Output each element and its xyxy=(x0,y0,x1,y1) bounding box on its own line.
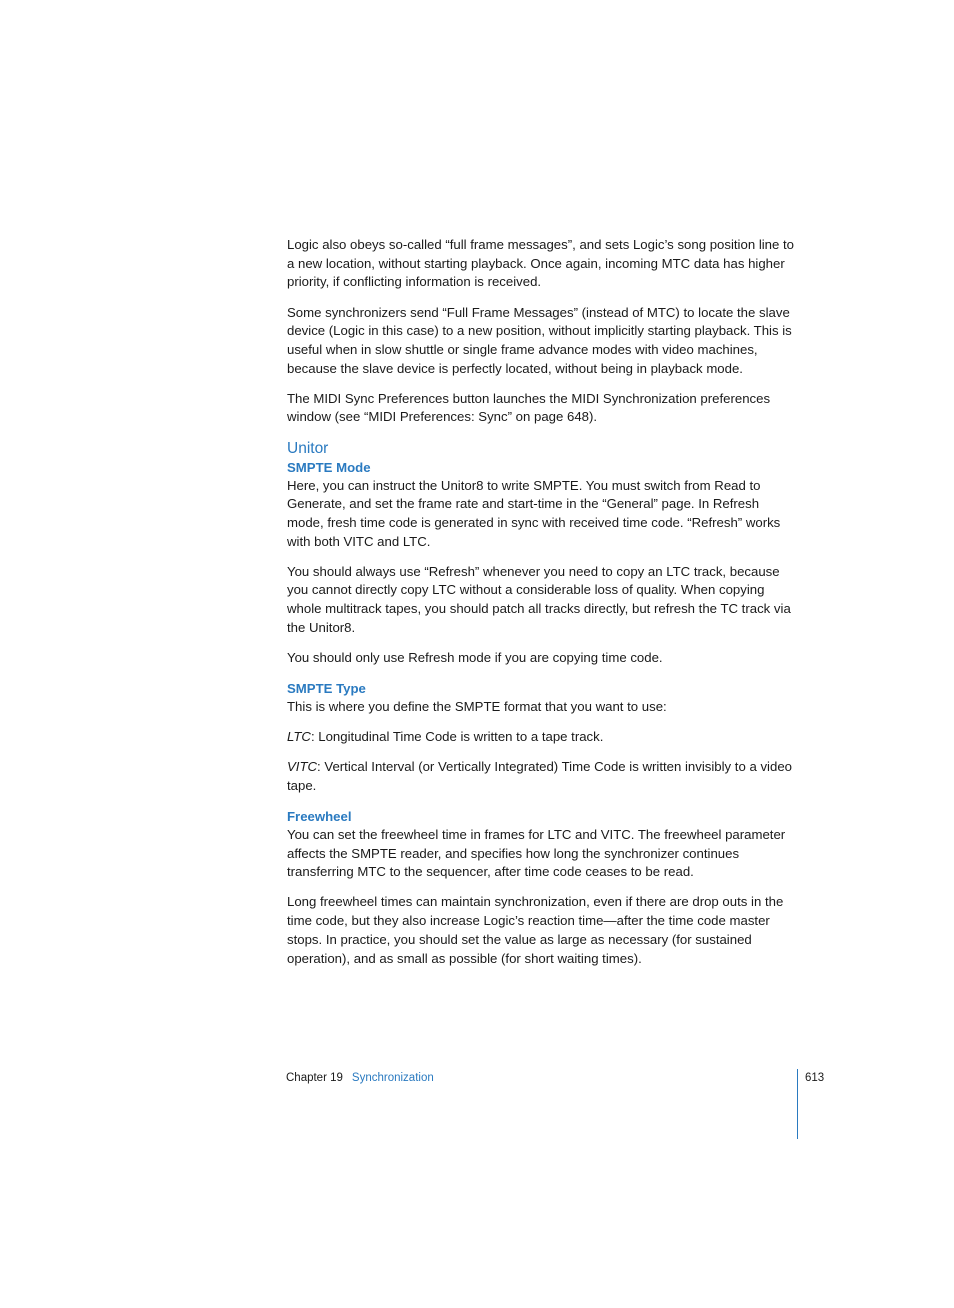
term-vitc: VITC xyxy=(287,759,318,775)
paragraph-synchronizers-locate: Some synchronizers send “Full Frame Messages” (instead of MTC) to locate the slave device (Logic in this case) to a new position, without implicitly starting playback. This is useful when in slow shuttle or single frame advance modes with video machines, because the slave device is perfectly located, without being in playback mode. xyxy=(287,304,792,376)
footer-divider-rule xyxy=(797,1069,798,1139)
footer-chapter-name: Synchronization xyxy=(351,1072,434,1084)
definition-vitc-text: : Vertical Interval (or Vertically Integrated) Time Code is written invisibly to a video tape. xyxy=(287,759,792,793)
paragraph-smpte-type-intro: This is where you define the SMPTE format that you want to use: xyxy=(287,699,667,714)
page-footer xyxy=(286,1070,434,1086)
definition-ltc-text: : Longitudinal Time Code is written to a tape track. xyxy=(310,729,604,745)
paragraph-smpte-mode-2: You should always use “Refresh” whenever you need to copy an LTC track, because you cannot directly copy LTC without a considerable loss of quality. When copying whole multitrack tapes, you should patch all tracks directly, but refresh the TC track via the Unitor8. xyxy=(287,563,791,635)
term-ltc: LTC xyxy=(287,729,311,745)
footer-chapter-label: Chapter 19 xyxy=(286,1072,343,1084)
section-title-unitor: Unitor xyxy=(287,439,329,457)
paragraph-freewheel-2: Long freewheel times can maintain synchronization, even if there are drop outs in the time code, but they also increase Logic’s reaction time—after the time code master stops. In practice, you should set the value as large as necessary (for sustained operation), and as small as possible (for short waiting times). xyxy=(287,894,784,966)
page-number: 613 xyxy=(805,1072,825,1084)
paragraph-freewheel-1: You can set the freewheel time in frames for LTC and VITC. The freewheel parameter affects the SMPTE reader, and specifies how long the synchronizer continues transferring MTC to the sequencer, after time code ceases to be read. xyxy=(287,826,786,880)
paragraph-smpte-mode-1: Here, you can instruct the Unitor8 to write SMPTE. You must switch from Read to Generate, and set the frame rate and start-time in the “General” page. In Refresh mode, fresh time code is generated in sync with received time code. “Refresh” works with both VITC and LTC. xyxy=(287,477,781,549)
heading-smpte-type: SMPTE Type xyxy=(287,681,366,696)
paragraph-midi-sync-preferences: The MIDI Sync Preferences button launches the MIDI Synchronization preferences window (see “MIDI Preferences: Sync” on page 648). xyxy=(287,390,771,425)
heading-freewheel: Freewheel xyxy=(287,808,352,824)
definition-vitc xyxy=(287,758,799,795)
page-body xyxy=(287,236,799,980)
heading-smpte-mode: SMPTE Mode xyxy=(287,459,371,475)
paragraph-smpte-mode-3: You should only use Refresh mode if you are copying time code. xyxy=(287,649,663,665)
paragraph-full-frame-messages: Logic also obeys so-called “full frame messages”, and sets Logic’s song position line to a new location, without starting playback. Once again, incoming MTC data has higher priority, if conflicting information is received. xyxy=(287,237,795,290)
definition-ltc xyxy=(287,728,799,747)
